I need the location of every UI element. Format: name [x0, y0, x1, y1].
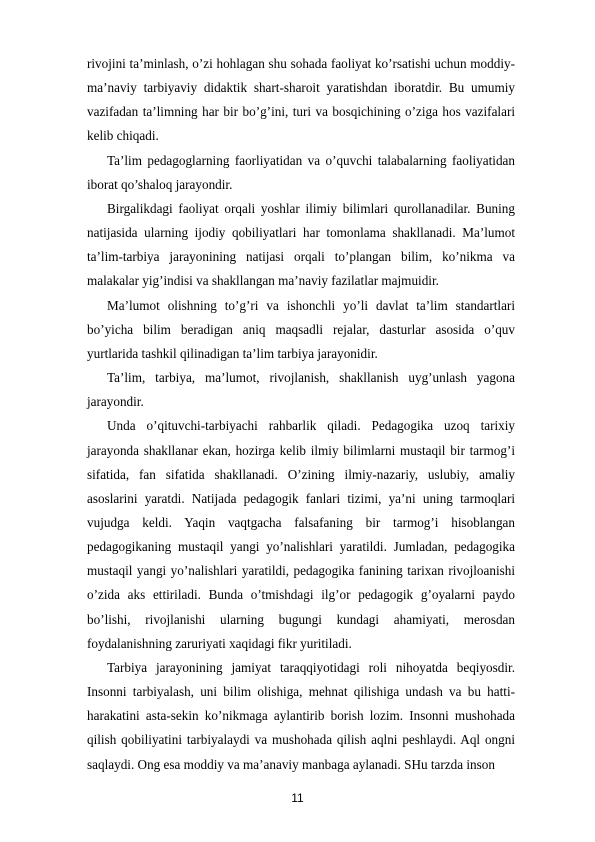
- paragraph-3: Birgalikdagi faoliyat orqali yoshlar ilimiy bilimlari qurollanadilar. Buning natijasida ularning ijodiy qobiliyatlari har tomonlama shakllanadi. Ma’lumot ta’lim-tarbiya jarayonining natijasi orqali to’plangan bilim, ko’nikma va malakalar yig’indisi va shakllangan ma’naviy fazilatlar majmuidir.: [87, 200, 515, 289]
- paragraph-4: Ma’lumot olishning to’g’ri va ishonchli yo’li davlat ta’lim standartlari bo’yicha bilim beradigan aniq maqsadli rejalar, dasturlar asosida o’quv yurtlarida tashkil qilinadigan ta’lim tarbiya jarayonidir.: [87, 297, 515, 361]
- paragraph-6: Unda o’qituvchi-tarbiyachi rahbarlik qiladi. Pedagogika uzoq tarixiy jarayonda shakllanar ekan, hozirga kelib ilmiy bilimlarni mustaqil bir tarmog’i sifatida, fan sifatida shakllanadi. O’zining ilmiy-nazariy, uslubiy, amaliy asoslarini yaratdi. Natijada pedagogik fanlari tizimi, ya’ni uning tarmoqlari vujudga keldi. Yaqin vaqtgacha falsafaning bir tarmog’i hisoblangan pedagogikaning mustaqil yangi yo’nalishlari yaratildi. Jumladan, pedagogika mustaqil yangi yo’nalishlari yaratildi, pedagogika fanining tarixan rivojloanishi o’zida aks ettiriladi. Bunda o’tmishdagi ilg’or pedagogik g’oyalarni paydo bo’lishi, rivojlanishi ularning bugungi kundagi ahamiyati, merosdan foydalanishning zaruriyati xaqidagi fikr yuritiladi.: [87, 418, 515, 651]
- paragraph-1: rivojini ta’minlash, o’zi hohlagan shu sohada faoliyat ko’rsatishi uchun moddiy-ma’naviy tarbiyaviy didaktik shart-sharoit yaratishdan iboratdir. Bu umumiy vazifadan ta’limning har bir bo’g’ini, turi va bosqichining o’ziga hos vazifalari kelib chiqadi.: [87, 56, 515, 144]
- paragraph-5: Ta’lim, tarbiya, ma’lumot, rivojlanish, shakllanish uyg’unlash yagona jarayondir.: [87, 370, 515, 410]
- paragraph-7: Tarbiya jarayonining jamiyat taraqqiyotidagi roli nihoyatda beqiyosdir. Insonni tarbiyalash, uni bilim olishiga, mehnat qilishiga undash va bu hatti-harakatini asta-sekin ko’nikmaga aylantirib borish lozim. Insonni mushohada qilish qobiliyatini tarbiyalaydi va mushohada qilish aqlni peshlaydi. Aql ongni saqlaydi. Ong esa moddiy va ma’anaviy manbaga aylanadi. SHu tarzda inson: [87, 659, 515, 772]
- page-number: 11: [291, 791, 304, 805]
- body-text: [87, 52, 515, 777]
- paragraph-2: Ta’lim pedagoglarning faorliyatidan va o’quvchi talabalarning faoliyatidan iborat qo’shaloq jarayondir.: [87, 152, 515, 192]
